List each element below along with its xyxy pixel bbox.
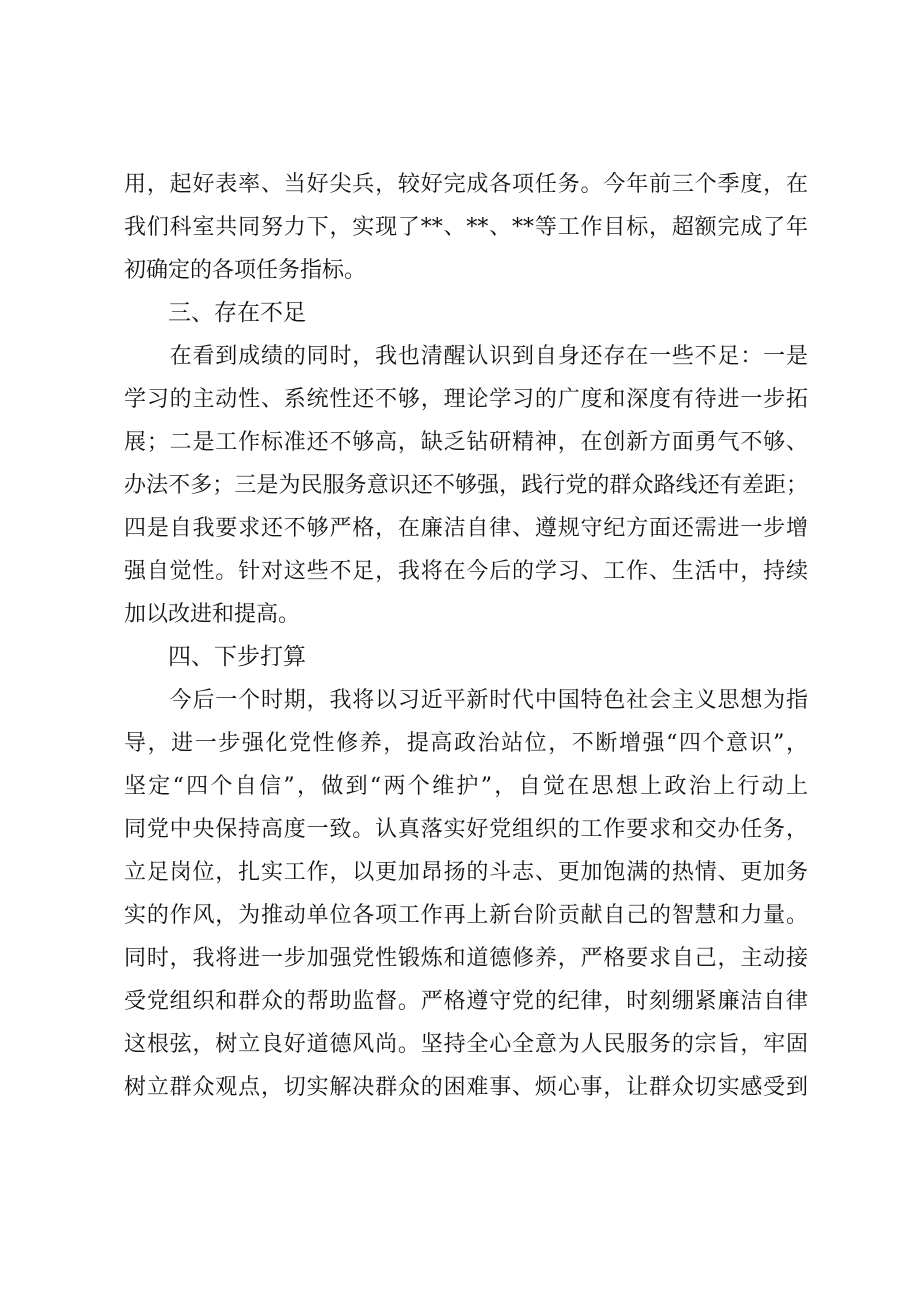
paragraph-next-steps bbox=[124, 679, 808, 1109]
paragraph-shortcomings bbox=[124, 335, 808, 636]
text-line: 同党中央保持高度一致。认真落实好党组织的工作要求和交办任务， bbox=[124, 817, 808, 842]
text-line: 初确定的各项任务指标。 bbox=[124, 258, 367, 283]
text-line: 加以改进和提高。 bbox=[124, 602, 301, 627]
text-line: 这根弦，树立良好道德风尚。坚持全心全意为人民服务的宗旨，牢固 bbox=[124, 1032, 808, 1057]
section-heading-next-steps: 四、下步打算 bbox=[168, 644, 306, 670]
paragraph-achievements bbox=[124, 163, 808, 292]
text-line: 四是自我要求还不够严格，在廉洁自律、遵规守纪方面还需进一步增 bbox=[124, 516, 808, 541]
text-line: 坚定“四个自信”，做到“两个维护”，自觉在思想上政治上行动上 bbox=[124, 774, 808, 799]
text-line: 办法不多；三是为民服务意识还不够强，践行党的群众路线还有差距； bbox=[124, 473, 808, 498]
text-line: 展；二是工作标准还不够高，缺乏钻研精神，在创新方面勇气不够、 bbox=[124, 430, 808, 455]
text-line: 今后一个时期，我将以习近平新时代中国特色社会主义思想为指 bbox=[124, 688, 808, 713]
text-line: 立足岗位，扎实工作，以更加昂扬的斗志、更加饱满的热情、更加务 bbox=[124, 860, 808, 885]
text-line: 在看到成绩的同时，我也清醒认识到自身还存在一些不足：一是 bbox=[124, 344, 808, 369]
section-heading-shortcomings: 三、存在不足 bbox=[168, 300, 306, 326]
text-line: 受党组织和群众的帮助监督。严格遵守党的纪律，时刻绷紧廉洁自律 bbox=[124, 989, 808, 1014]
text-line: 实的作风，为推动单位各项工作再上新台阶贡献自己的智慧和力量。 bbox=[124, 903, 808, 928]
text-line: 导，进一步强化党性修养，提高政治站位，不断增强“四个意识”， bbox=[124, 731, 808, 756]
text-line: 同时，我将进一步加强党性锻炼和道德修养，严格要求自己，主动接 bbox=[124, 946, 808, 971]
document-body bbox=[124, 163, 808, 1109]
text-line: 学习的主动性、系统性还不够，理论学习的广度和深度有待进一步拓 bbox=[124, 387, 808, 412]
text-line: 强自觉性。针对这些不足，我将在今后的学习、工作、生活中，持续 bbox=[124, 559, 808, 584]
text-line: 树立群众观点，切实解决群众的困难事、烦心事，让群众切实感受到 bbox=[124, 1075, 808, 1100]
text-line: 我们科室共同努力下，实现了**、**、**等工作目标，超额完成了年 bbox=[124, 215, 808, 240]
text-line: 用，起好表率、当好尖兵，较好完成各项任务。今年前三个季度，在 bbox=[124, 172, 808, 197]
